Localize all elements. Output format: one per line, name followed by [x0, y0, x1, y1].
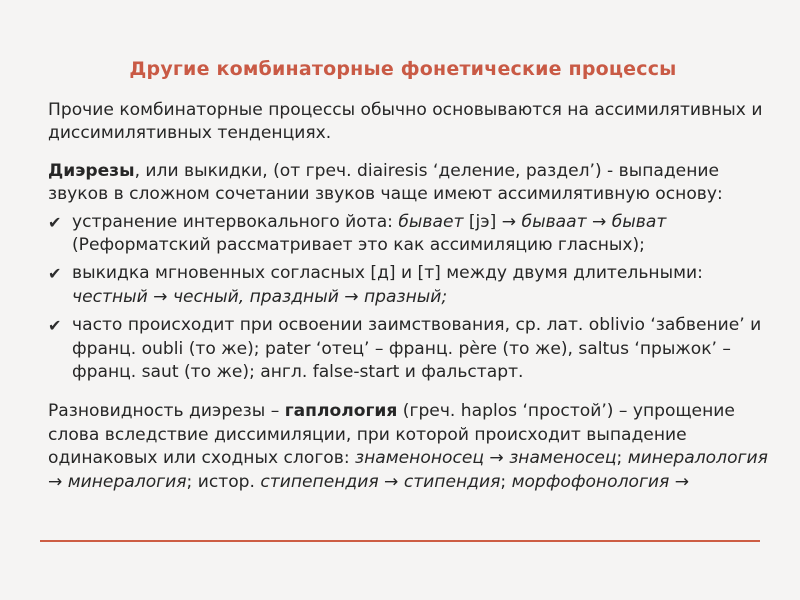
separator-text: ; — [616, 448, 628, 469]
example-word: стипепендия → стипендия — [260, 471, 501, 492]
bullet-text: (Реформатский рассматривает это как ассимиляцию гласных); — [72, 235, 645, 256]
accent-line — [40, 540, 760, 542]
slide-content — [48, 99, 768, 494]
haplology-lead: Разновидность диэрезы – — [48, 401, 285, 422]
example-word: честный → чесный, праздный → празный; — [72, 286, 448, 307]
haplology-term: гаплология — [284, 401, 398, 422]
intro-paragraph: Прочие комбинаторные процессы обычно основываются на ассимилятивных и диссимилятивных тенденциях. — [48, 100, 763, 144]
list-item — [48, 211, 768, 258]
bullet-text: часто происходит при освоении заимствования, ср. лат. oblivio ‘забвение’ и франц. oubli (то же); pater ‘отец’ – франц. père (то же), saltus ‘прыжок’ – франц. saut (то же); англ. false-start и фальстарт. — [72, 315, 762, 383]
example-word: знаменоносец → знаменосец — [355, 448, 617, 469]
slide-title: Другие комбинаторные фонетические процессы — [129, 58, 677, 80]
example-word: быват — [611, 211, 667, 232]
separator-text: ; истор. — [186, 471, 261, 492]
separator-text: ; — [500, 471, 512, 492]
check-icon: ✔ — [48, 264, 62, 284]
example-word: минералология → минералогия — [48, 448, 768, 492]
list-item — [48, 314, 768, 384]
list-item — [48, 262, 768, 309]
check-icon: ✔ — [48, 316, 62, 336]
example-word: бываат — [521, 211, 587, 232]
example-word: морфофонология → — [511, 471, 690, 492]
dieresis-bullet-list — [48, 211, 768, 385]
bullet-text: устранение интервокального йота: — [72, 211, 399, 232]
haplology-paragraph — [48, 400, 768, 494]
example-word: бывает — [398, 211, 464, 232]
haplology-definition: (греч. haplos ‘простой’) – упрощение слова вследствие диссимиляции, при которой происходит выпадение одинаковых или сходных слогов: — [48, 401, 735, 469]
dieresis-paragraph — [48, 160, 768, 207]
bullet-text: → — [586, 211, 612, 232]
bullet-text: [jэ] → — [463, 211, 522, 232]
bullet-text: выкидка мгновенных согласных [д] и [т] между двумя длительными: — [72, 263, 703, 284]
dieresis-definition: , или выкидки, (от греч. diairesis ‘деление, раздел’) - выпадение звуков в сложном сочетании звуков чаще имеют ассимилятивную основу: — [48, 160, 723, 205]
dieresis-term: Диэрезы — [48, 160, 135, 181]
check-icon: ✔ — [48, 212, 62, 232]
